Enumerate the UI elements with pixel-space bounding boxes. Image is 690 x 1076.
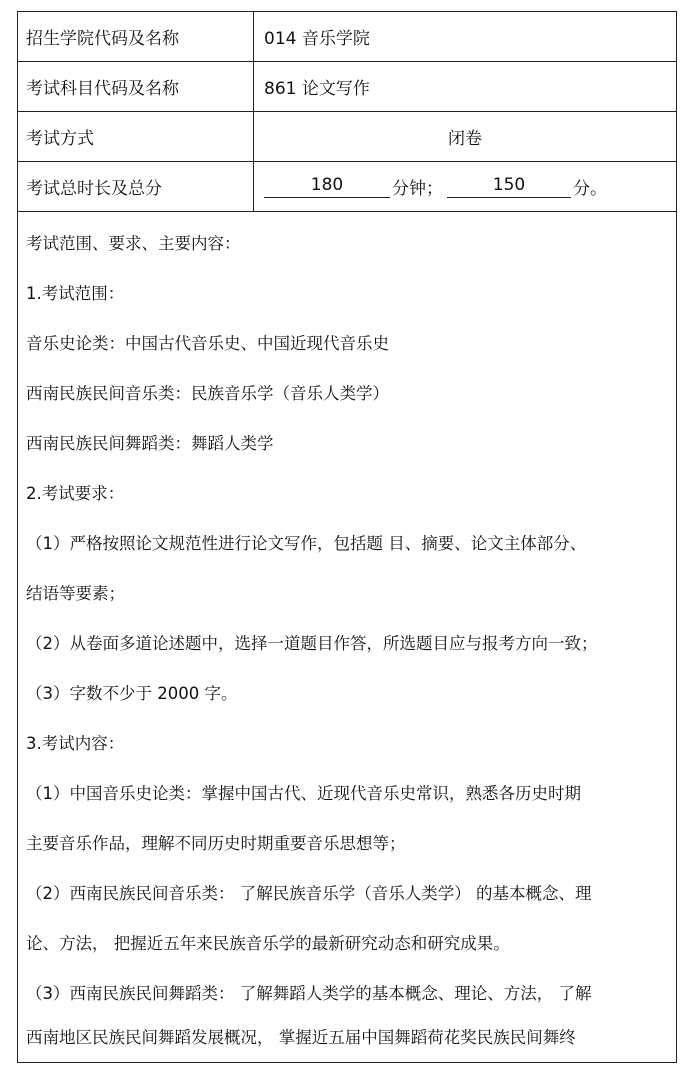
college-label: 招生学院代码及名称: [18, 12, 254, 61]
table-row-subject: [18, 62, 676, 112]
content-line: 论、方法， 把握近五年来民族音乐学的最新研究动态和研究成果。: [26, 934, 510, 953]
content-line: （2）从卷面多道论述题中，选择一道题目作答，所选题目应与报考方向一致；: [26, 634, 598, 653]
college-value: 014 音乐学院: [264, 29, 370, 49]
score-unit: 分。: [573, 179, 607, 199]
table-row-college: [18, 12, 676, 62]
subject-value: 861 论文写作: [264, 79, 370, 99]
content-line: 主要音乐作品，理解不同历史时期重要音乐思想等；: [26, 834, 406, 853]
content-line: 音乐史论类：中国古代音乐史、中国近现代音乐史: [26, 334, 389, 353]
score-value: 150: [447, 175, 571, 198]
content-line: 结语等要素；: [26, 584, 125, 603]
subject-label: 考试科目代码及名称: [18, 62, 254, 111]
duration-score-value: [254, 162, 676, 211]
table-row-duration-score: [18, 162, 676, 212]
content-line: （3）字数不少于 2000 字。: [26, 684, 238, 703]
content-line: 2.考试要求：: [26, 484, 125, 503]
duration-unit: 分钟；: [392, 179, 443, 199]
duration-score-label: 考试总时长及总分: [18, 162, 254, 211]
exam-info-table: [17, 11, 677, 1063]
content-line: （1）严格按照论文规范性进行论文写作，包括题 目、摘要、论文主体部分、: [26, 534, 587, 553]
content-line: 西南民族民间音乐类：民族音乐学（音乐人类学）: [26, 384, 389, 403]
duration-value: 180: [264, 175, 390, 198]
exam-mode-value: 闭卷: [448, 129, 482, 149]
content-line: （1）中国音乐史论类：掌握中国古代、近现代音乐史常识，熟悉各历史时期: [26, 784, 581, 803]
content-line: （3）西南民族民间舞蹈类： 了解舞蹈人类学的基本概念、理论、方法， 了解: [26, 984, 592, 1003]
content-line: （2）西南民族民间音乐类： 了解民族音乐学（音乐人类学） 的基本概念、理: [26, 884, 592, 903]
exam-mode-label: 考试方式: [18, 112, 254, 161]
content-line: 西南地区民族民间舞蹈发展概况， 掌握近五届中国舞蹈荷花奖民族民间舞终: [26, 1028, 576, 1047]
content-heading: 考试范围、要求、主要内容：: [26, 234, 241, 253]
content-line: 西南民族民间舞蹈类：舞蹈人类学: [26, 434, 274, 453]
content-line: 1.考试范围：: [26, 284, 125, 303]
exam-content-section: [18, 212, 676, 1062]
table-row-exam-mode: [18, 112, 676, 162]
content-line: 3.考试内容：: [26, 734, 125, 753]
